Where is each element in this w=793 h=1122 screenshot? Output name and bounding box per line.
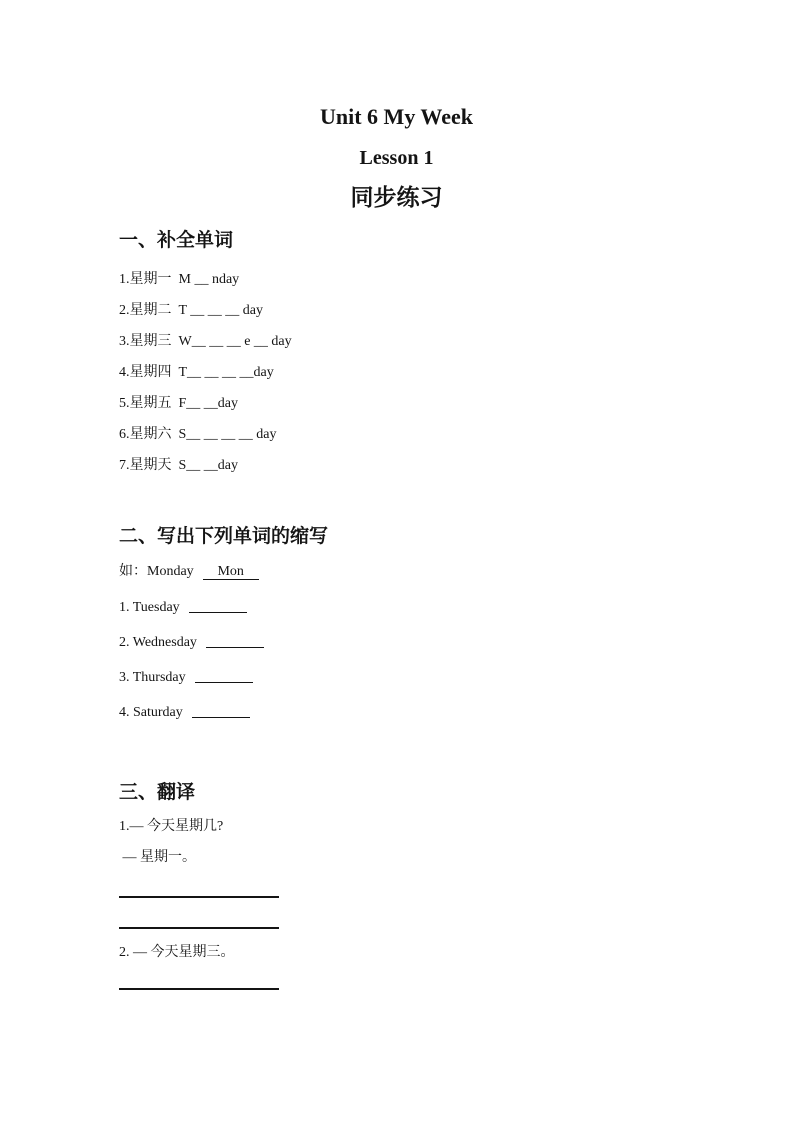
abbrev-example-prompt: 如：Monday (119, 564, 194, 579)
fill-word-item-5: 5.星期五 F__ __day (119, 396, 238, 411)
abbrev-item-3-word: 3. Thursday (119, 670, 186, 685)
abbrev-item-1 (119, 597, 793, 615)
translation-item-2-sentence: 2. — 今天星期三。 (119, 945, 235, 960)
exercise-subtitle: 同步练习 (350, 185, 443, 210)
fill-word-item-3: 3.星期三 W__ __ __ e __ day (119, 334, 292, 349)
abbrev-example-answer: Mon (203, 564, 259, 580)
doc-title: Unit 6 My Week (320, 104, 473, 129)
writing-line (119, 988, 279, 990)
fill-word-item-7: 7.星期天 S__ __day (119, 458, 238, 473)
answer-blank (192, 704, 250, 718)
fill-word-item-6: 6.星期六 S__ __ __ __ day (119, 427, 277, 442)
fill-word-item-4: 4.星期四 T__ __ __ __day (119, 365, 274, 380)
answer-blank (206, 634, 264, 648)
translation-item-1-question: 1.— 今天星期几? (119, 819, 224, 834)
fill-word-item-1: 1.星期一 M __ nday (119, 272, 240, 287)
section2-heading: 二、写出下列单词的缩写 (119, 526, 329, 547)
abbrev-item-4-word: 4. Saturday (119, 705, 183, 720)
abbrev-item-2 (119, 632, 793, 650)
abbrev-item-3 (119, 667, 793, 685)
writing-line (119, 927, 279, 929)
translation-item-1-answer: — 星期一。 (119, 850, 196, 865)
abbrev-item-4 (119, 702, 793, 720)
writing-line (119, 896, 279, 898)
answer-blank (189, 599, 247, 613)
abbrev-item-2-word: 2. Wednesday (119, 635, 197, 650)
abbrev-item-1-word: 1. Tuesday (119, 600, 180, 615)
fill-word-item-2: 2.星期二 T __ __ __ day (119, 303, 264, 318)
worksheet-body (0, 231, 793, 990)
abbrev-example (119, 564, 793, 580)
answer-blank (195, 669, 253, 683)
section3-heading: 三、翻译 (119, 782, 196, 803)
section1-heading: 一、补全单词 (119, 230, 234, 251)
lesson-subtitle: Lesson 1 (359, 147, 434, 169)
